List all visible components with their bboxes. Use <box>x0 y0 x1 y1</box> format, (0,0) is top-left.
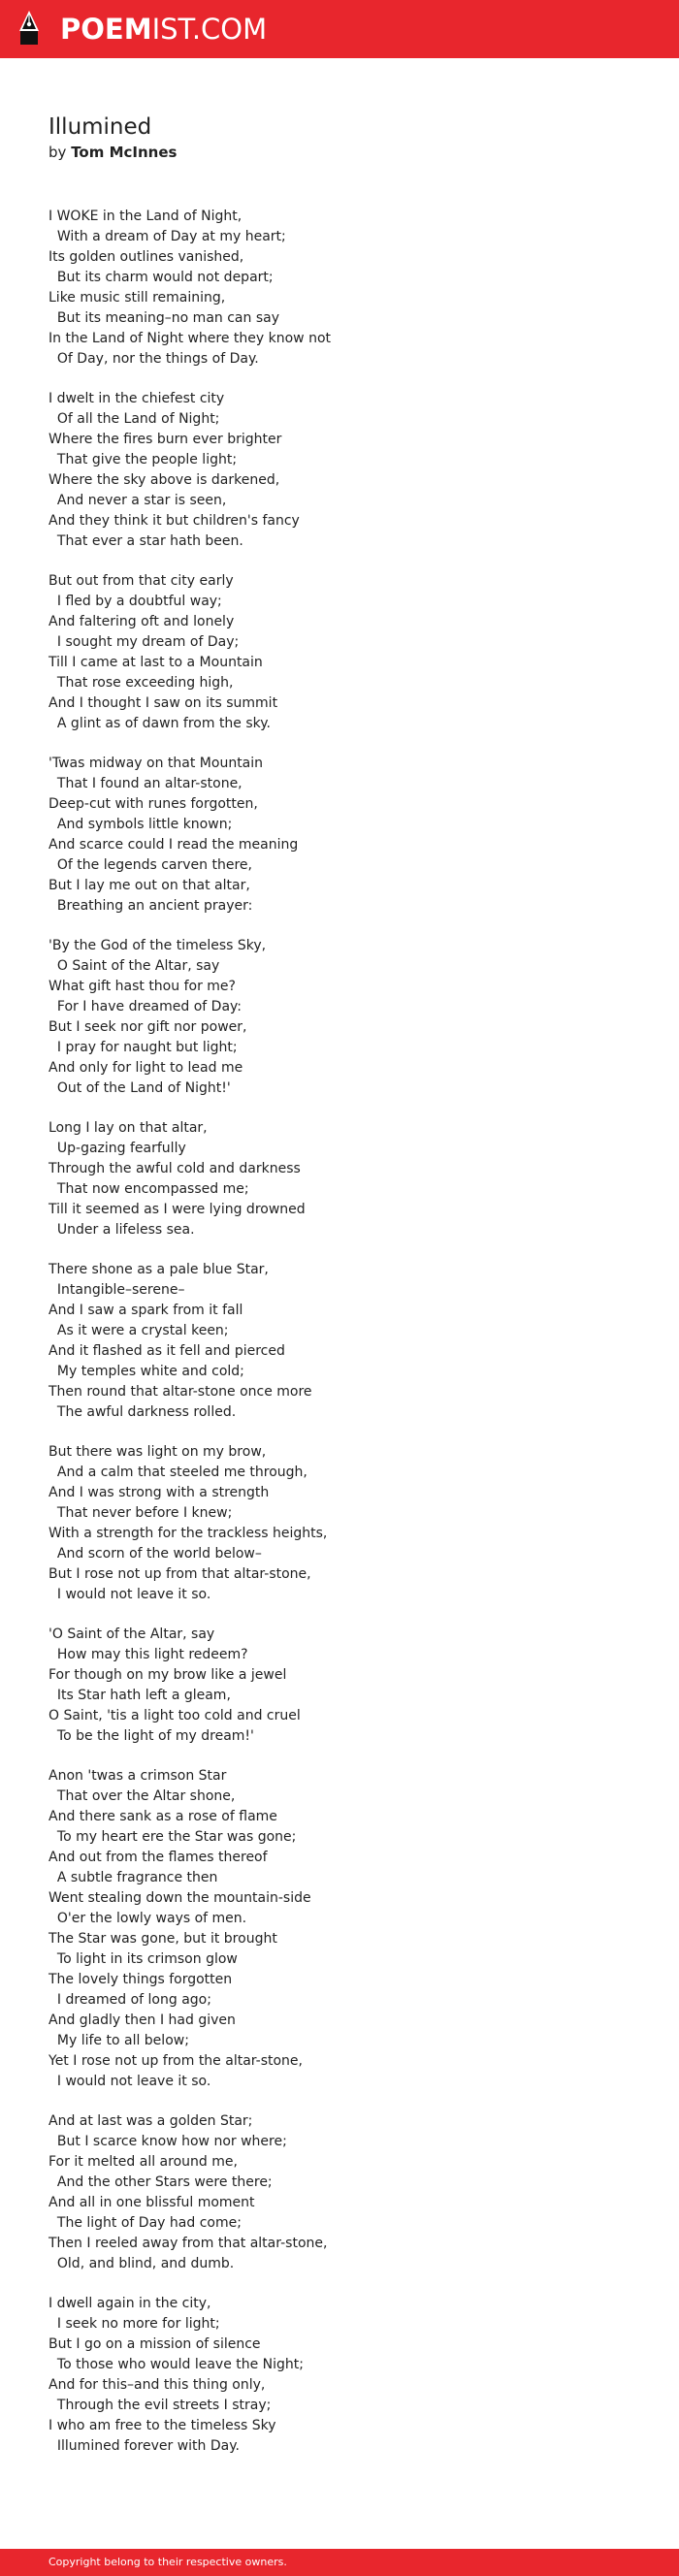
poem-line: Where the sky above is darkened, <box>48 472 280 488</box>
poem-line: Up-gazing fearfully <box>48 1141 186 1156</box>
poem-line: O Saint, 'tis a light too cold and cruel <box>48 1708 301 1723</box>
poem-line: Its golden outlines vanished, <box>48 249 244 265</box>
poem-line: I fled by a doubtful way; <box>48 594 222 609</box>
poem-line: And faltering oft and lonely <box>48 614 235 629</box>
poem-line: Of the legends carven there, <box>48 857 252 873</box>
poem-line: The light of Day had come; <box>48 2215 242 2231</box>
poem-line: I who am free to the timeless Sky <box>48 2418 276 2433</box>
poem-line: And they think it but children's fancy <box>48 513 300 529</box>
poem-line: And a calm that steeled me through, <box>48 1465 307 1480</box>
poem-line: My life to all below; <box>48 2033 189 2048</box>
poem-line: There shone as a pale blue Star, <box>48 1262 269 1277</box>
poem-line: And all in one blissful moment <box>48 2195 255 2210</box>
poem-line: I dwell again in the city, <box>48 2296 211 2311</box>
poem-line: Then I reeled away from that altar-stone, <box>48 2236 328 2251</box>
byline <box>48 143 630 162</box>
poem-line: But I seek nor gift nor power, <box>48 1019 247 1035</box>
poem-line: Through the evil streets I stray; <box>48 2398 272 2413</box>
poem-line: And I saw a spark from it fall <box>48 1303 243 1318</box>
poem-stanza <box>48 1766 630 2092</box>
poem-line: Under a lifeless sea. <box>48 1222 195 1238</box>
poem-line: To light in its crimson glow <box>48 1951 238 1967</box>
poem-line: But I go on a mission of silence <box>48 2336 261 2352</box>
poem-line: I would not leave it so. <box>48 2074 211 2089</box>
poem-body <box>48 207 630 2457</box>
poem-line: To be the light of my dream!' <box>48 1728 254 1744</box>
poem-line: But its meaning–no man can say <box>48 310 279 326</box>
poem-stanza <box>48 207 630 370</box>
poem-line: Out of the Land of Night!' <box>48 1080 231 1096</box>
poem-line: To those who would leave the Night; <box>48 2357 305 2372</box>
poem-line: That I found an altar-stone, <box>48 776 242 791</box>
poem-line: That over the Altar shone, <box>48 1788 236 1804</box>
poem-line: With a dream of Day at my heart; <box>48 229 286 244</box>
site-header <box>0 0 679 58</box>
poem-line: That give the people light; <box>48 452 238 467</box>
logo-light-text: IST.COM <box>151 13 268 46</box>
poem-line: That rose exceeding high, <box>48 675 234 691</box>
copyright-text: Copyright belong to their respective owners. <box>48 2556 287 2568</box>
poem-line: And symbols little known; <box>48 817 233 832</box>
poem-line: For it melted all around me, <box>48 2154 238 2170</box>
poem-line: O Saint of the Altar, say <box>48 958 220 974</box>
poem-line: I pray for naught but light; <box>48 1040 238 1055</box>
pen-nib-icon[interactable] <box>17 10 41 47</box>
poem-line: I WOKE in the Land of Night, <box>48 209 242 224</box>
poem-stanza <box>48 754 630 917</box>
byline-prefix: by <box>48 144 67 161</box>
poem-line: Breathing an ancient prayer: <box>48 898 253 914</box>
poem-line: Till it seemed as I were lying drowned <box>48 1202 306 1217</box>
poem-line: That now encompassed me; <box>48 1181 249 1197</box>
poem-line: And it flashed as it fell and pierced <box>48 1343 285 1359</box>
poem-stanza <box>48 1118 630 1240</box>
poem-line: 'Twas midway on that Mountain <box>48 756 264 771</box>
poem-line: As it were a crystal keen; <box>48 1323 229 1338</box>
poem-line: What gift hast thou for me? <box>48 979 236 994</box>
poem-stanza <box>48 1442 630 1605</box>
poem-line: And at last was a golden Star; <box>48 2113 253 2129</box>
poem-line: 'O Saint of the Altar, say <box>48 1626 215 1642</box>
poem-title: Illumined <box>48 114 152 140</box>
poem-line: And never a star is seen, <box>48 493 227 508</box>
poem-line: But I rose not up from that altar-stone, <box>48 1566 311 1582</box>
poem-stanza <box>48 2111 630 2274</box>
poem-line: That never before I knew; <box>48 1505 233 1521</box>
poem-line: With a strength for the trackless heights, <box>48 1526 328 1541</box>
poem-line: Intangible–serene– <box>48 1282 185 1298</box>
site-logo-link[interactable] <box>60 14 267 45</box>
poem-stanza <box>48 1260 630 1423</box>
site-footer <box>0 2549 679 2576</box>
poem-line: Yet I rose not up from the altar-stone, <box>48 2053 303 2069</box>
poem-line: For I have dreamed of Day: <box>48 999 242 1014</box>
poem-line: Till I came at last to a Mountain <box>48 655 263 670</box>
poem-line: Deep-cut with runes forgotten, <box>48 796 258 812</box>
poem-line: Its Star hath left a gleam, <box>48 1688 231 1703</box>
poem-stanza <box>48 1625 630 1747</box>
poem-container <box>48 112 630 2476</box>
poem-line: And for this–and this thing only, <box>48 2377 266 2393</box>
poem-line: But there was light on my brow, <box>48 1444 267 1460</box>
poem-line: Long I lay on that altar, <box>48 1120 208 1136</box>
poem-line: And gladly then I had given <box>48 2012 236 2028</box>
poem-line: And only for light to lead me <box>48 1060 243 1076</box>
poem-line: And I thought I saw on its summit <box>48 695 278 711</box>
poem-line: 'By the God of the timeless Sky, <box>48 938 267 953</box>
poem-line: The Star was gone, but it brought <box>48 1931 277 1947</box>
poem-stanza <box>48 571 630 734</box>
author-link[interactable]: Tom McInnes <box>71 144 178 161</box>
poem-line: I seek no more for light; <box>48 2316 220 2332</box>
poem-line: I dreamed of long ago; <box>48 1992 211 2008</box>
poem-line: But I scarce know how nor where; <box>48 2134 287 2149</box>
poem-line: But I lay me out on that altar, <box>48 878 250 893</box>
poem-line: And there sank as a rose of flame <box>48 1809 277 1824</box>
poem-line: A glint as of dawn from the sky. <box>48 716 272 731</box>
poem-line: Where the fires burn ever brighter <box>48 432 282 447</box>
poem-line: My temples white and cold; <box>48 1364 244 1379</box>
poem-line: Illumined forever with Day. <box>48 2438 240 2454</box>
poem-line: Anon 'twas a crimson Star <box>48 1768 227 1784</box>
poem-line: Like music still remaining, <box>48 290 226 306</box>
poem-stanza <box>48 936 630 1099</box>
poem-line: And I was strong with a strength <box>48 1485 270 1500</box>
poem-line: To my heart ere the Star was gone; <box>48 1829 297 1845</box>
poem-line: The lovely things forgotten <box>48 1972 233 1987</box>
poem-line: A subtle fragrance then <box>48 1870 218 1885</box>
poem-line: The awful darkness rolled. <box>48 1404 237 1420</box>
poem-line: For though on my brow like a jewel <box>48 1667 287 1683</box>
poem-line: Then round that altar-stone once more <box>48 1384 312 1400</box>
poem-line: I would not leave it so. <box>48 1587 211 1602</box>
poem-line: Old, and blind, and dumb. <box>48 2256 235 2271</box>
poem-line: And scarce could I read the meaning <box>48 837 299 853</box>
poem-line: In the Land of Night where they know not <box>48 331 332 346</box>
poem-line: Through the awful cold and darkness <box>48 1161 301 1176</box>
poem-line: But its charm would not depart; <box>48 270 274 285</box>
poem-line: I sought my dream of Day; <box>48 634 240 650</box>
poem-line: O'er the lowly ways of men. <box>48 1911 247 1926</box>
poem-line: I dwelt in the chiefest city <box>48 391 225 406</box>
poem-line: And out from the flames thereof <box>48 1850 268 1865</box>
poem-stanza <box>48 389 630 552</box>
poem-stanza <box>48 2294 630 2457</box>
poem-line: Of all the Land of Night; <box>48 411 220 427</box>
poem-line: Of Day, nor the things of Day. <box>48 351 259 367</box>
poem-line: How may this light redeem? <box>48 1647 248 1662</box>
poem-line: And scorn of the world below– <box>48 1546 262 1562</box>
poem-line: Went stealing down the mountain-side <box>48 1890 311 1906</box>
poem-line: But out from that city early <box>48 573 234 589</box>
logo-bold-text: POEM <box>60 13 152 46</box>
poem-line: And the other Stars were there; <box>48 2174 273 2190</box>
poem-line: That ever a star hath been. <box>48 533 243 549</box>
